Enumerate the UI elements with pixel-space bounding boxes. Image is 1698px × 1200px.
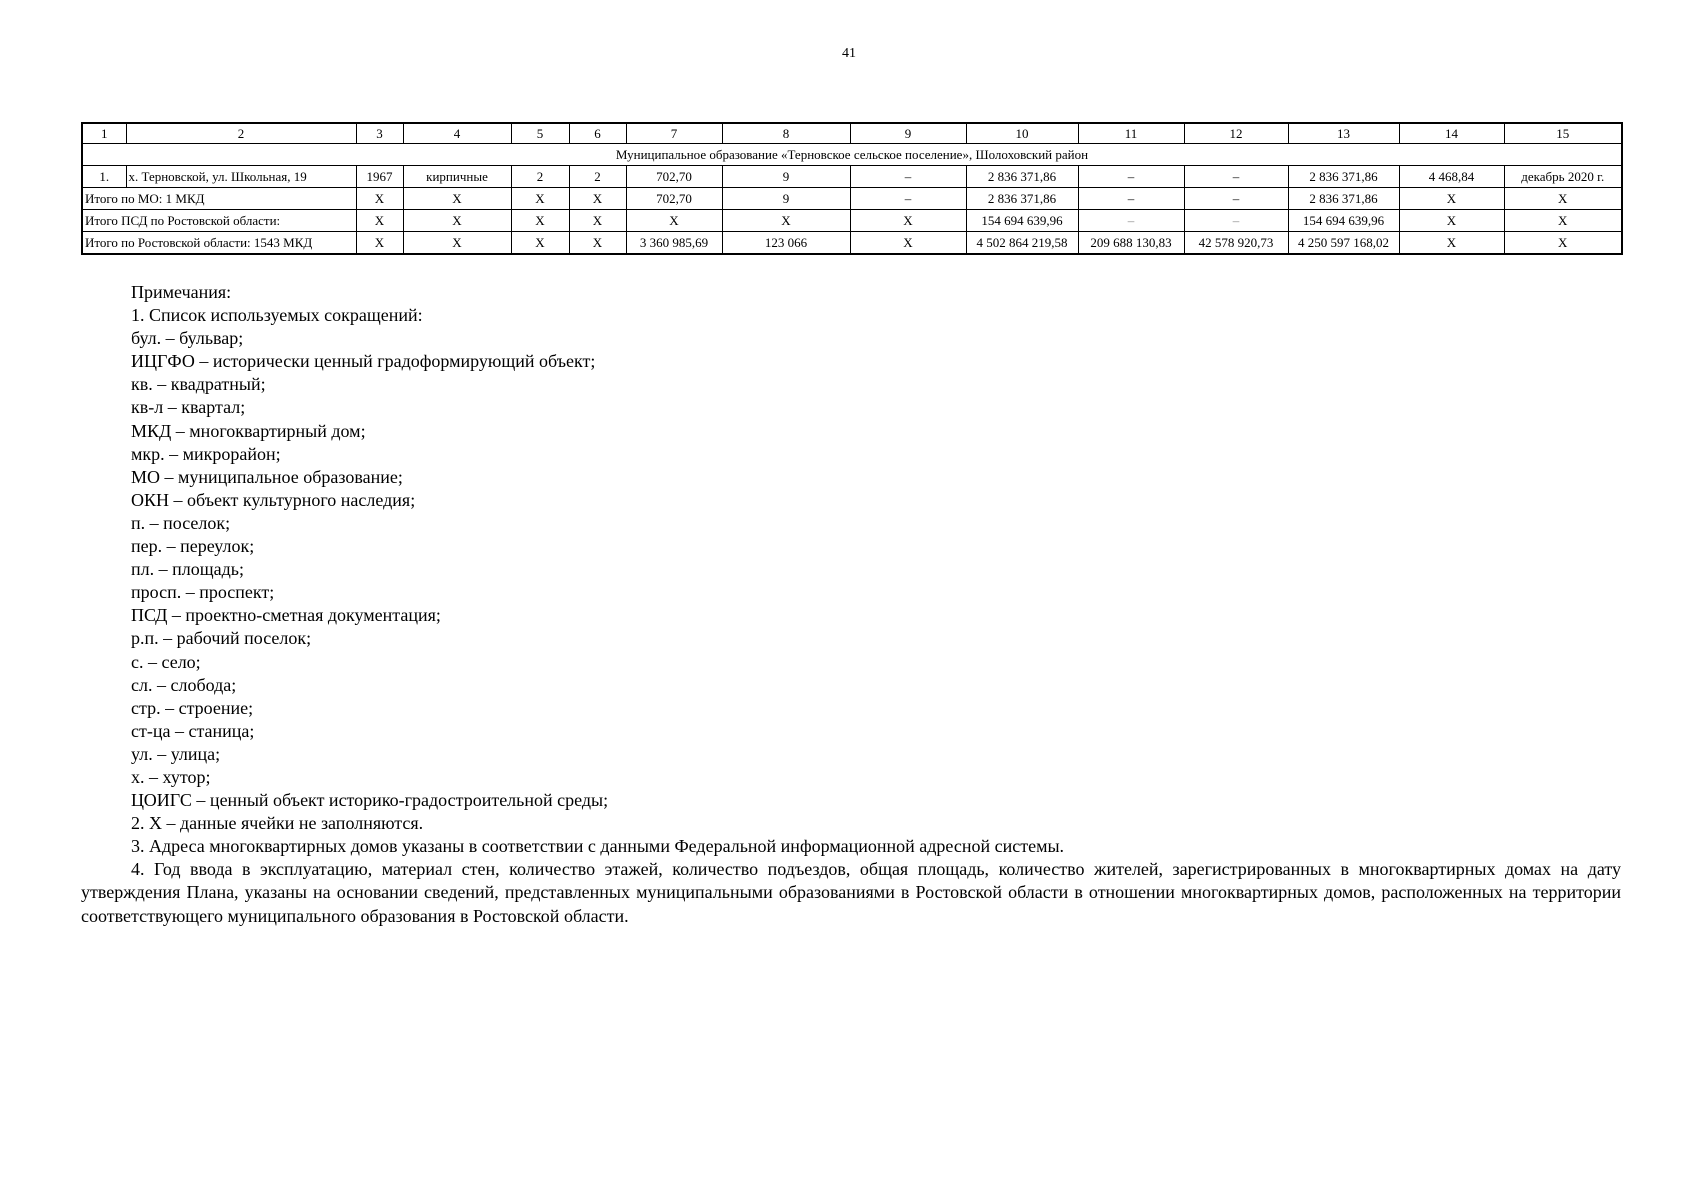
abbreviation-item: р.п. – рабочий поселок; <box>131 628 312 649</box>
page-number: 41 <box>842 46 856 61</box>
notes-item-3: 3. Адреса многоквартирных домов указаны в соответствии с данными Федеральной информационной адресной системы. <box>131 836 1065 857</box>
total-label: Итого по МО: 1 МКД <box>82 188 356 210</box>
abbreviation-item: ст-ца – станица; <box>131 720 255 741</box>
table-cell: X <box>626 210 722 232</box>
header-cell: 3 <box>356 123 403 144</box>
table-cell: X <box>569 210 626 232</box>
header-cell: 10 <box>966 123 1078 144</box>
notes-title: Примечания: <box>131 282 232 302</box>
table-cell: 123 066 <box>722 232 850 255</box>
table-cell: – <box>1078 166 1184 188</box>
table-cell: X <box>403 210 511 232</box>
table-cell: X <box>1399 210 1504 232</box>
table-cell: X <box>511 232 569 255</box>
header-cell: 4 <box>403 123 511 144</box>
table-cell: – <box>850 188 966 210</box>
abbreviation-item: кв. – квадратный; <box>131 374 266 395</box>
table-cell: 154 694 639,96 <box>966 210 1078 232</box>
header-cell: 5 <box>511 123 569 144</box>
table-cell: декабрь 2020 г. <box>1504 166 1622 188</box>
table-cell: X <box>356 232 403 255</box>
notes-item-1: 1. Список используемых сокращений: <box>131 305 423 326</box>
abbreviation-item: бул. – бульвар; <box>131 328 244 349</box>
table-cell: X <box>1504 188 1622 210</box>
abbreviation-item: МКД – многоквартирный дом; <box>131 420 366 441</box>
total-row-psd <box>82 210 1622 232</box>
abbreviation-item: пер. – переулок; <box>131 536 255 557</box>
abbreviation-item: ЦОИГС – ценный объект историко-градостроительной среды; <box>131 790 609 811</box>
section-title: Муниципальное образование «Терновское сельское поселение», Шолоховский район <box>82 144 1622 166</box>
table-cell: X <box>850 232 966 255</box>
housing-table <box>81 122 1623 255</box>
abbreviation-item: мкр. – микрорайон; <box>131 443 281 464</box>
table-cell: – <box>850 166 966 188</box>
table-cell: X <box>1399 188 1504 210</box>
table-cell: 209 688 130,83 <box>1078 232 1184 255</box>
header-cell: 15 <box>1504 123 1622 144</box>
table-cell: 702,70 <box>626 188 722 210</box>
table-cell: кирпичные <box>403 166 511 188</box>
address-cell: х. Терновской, ул. Школьная, 19 <box>126 166 356 188</box>
table-cell: 2 836 371,86 <box>1288 166 1399 188</box>
table-cell: 2 <box>511 166 569 188</box>
header-cell: 1 <box>82 123 126 144</box>
header-cell: 9 <box>850 123 966 144</box>
table-cell: X <box>569 188 626 210</box>
header-cell: 14 <box>1399 123 1504 144</box>
notes-item-2: 2. X – данные ячейки не заполняются. <box>131 813 424 834</box>
table-cell: – <box>1184 188 1288 210</box>
table-header-row <box>82 123 1622 144</box>
notes-section <box>81 281 1621 928</box>
abbreviation-item: стр. – строение; <box>131 697 254 718</box>
table-cell: 42 578 920,73 <box>1184 232 1288 255</box>
table-cell: – <box>1184 210 1288 232</box>
table-cell: 1967 <box>356 166 403 188</box>
table-cell: 4 250 597 168,02 <box>1288 232 1399 255</box>
table-cell: 2 836 371,86 <box>1288 188 1399 210</box>
table-cell: 2 836 371,86 <box>966 166 1078 188</box>
table-cell: X <box>403 232 511 255</box>
table-cell: – <box>1184 166 1288 188</box>
table-row <box>82 166 1622 188</box>
table-cell: X <box>1399 232 1504 255</box>
total-row-region <box>82 232 1622 255</box>
table-cell: – <box>1078 210 1184 232</box>
table-cell: X <box>1504 210 1622 232</box>
abbreviation-item: сл. – слобода; <box>131 674 237 695</box>
abbreviation-item: п. – поселок; <box>131 512 231 533</box>
abbreviation-item: пл. – площадь; <box>131 559 244 580</box>
abbreviation-item: кв-л – квартал; <box>131 397 246 418</box>
header-cell: 13 <box>1288 123 1399 144</box>
abbreviation-item: МО – муниципальное образование; <box>131 466 403 487</box>
header-cell: 12 <box>1184 123 1288 144</box>
table-cell: X <box>1504 232 1622 255</box>
table-cell: 9 <box>722 188 850 210</box>
abbreviation-item: ИЦГФО – исторически ценный градоформирующий объект; <box>131 351 596 372</box>
table-cell: X <box>850 210 966 232</box>
table-cell: X <box>722 210 850 232</box>
table-cell: 4 468,84 <box>1399 166 1504 188</box>
table-cell: X <box>356 210 403 232</box>
table-cell: 3 360 985,69 <box>626 232 722 255</box>
header-cell: 11 <box>1078 123 1184 144</box>
abbreviation-item: с. – село; <box>131 651 201 672</box>
header-cell: 6 <box>569 123 626 144</box>
total-row-mo <box>82 188 1622 210</box>
abbreviation-item: ПСД – проектно-сметная документация; <box>131 605 441 626</box>
table-cell: 702,70 <box>626 166 722 188</box>
row-number: 1. <box>82 166 126 188</box>
table-cell: – <box>1078 188 1184 210</box>
table-cell: 4 502 864 219,58 <box>966 232 1078 255</box>
table-cell: X <box>356 188 403 210</box>
header-cell: 2 <box>126 123 356 144</box>
table-cell: 2 836 371,86 <box>966 188 1078 210</box>
notes-item-4: 4. Год ввода в эксплуатацию, материал стен, количество этажей, количество подъездов, общая площадь, количество жителей, зарегистрированных в многоквартирных домах на дату утверждения Плана, указаны на основании сведений, представленных муниципальными образованиями в Ростовской области в отношении многоквартирных домов, расположенных на территории соответствующего муниципального образования в Ростовской области. <box>81 859 1621 926</box>
table-cell: 154 694 639,96 <box>1288 210 1399 232</box>
total-label: Итого ПСД по Ростовской области: <box>82 210 356 232</box>
table-cell: 2 <box>569 166 626 188</box>
table-cell: X <box>569 232 626 255</box>
table-cell: X <box>511 188 569 210</box>
abbreviation-item: ОКН – объект культурного наследия; <box>131 489 416 510</box>
header-cell: 8 <box>722 123 850 144</box>
abbreviation-item: ул. – улица; <box>131 743 221 764</box>
header-cell: 7 <box>626 123 722 144</box>
abbreviation-item: х. – хутор; <box>131 766 211 787</box>
abbreviation-item: просп. – проспект; <box>131 582 275 603</box>
table-cell: X <box>511 210 569 232</box>
table-cell: 9 <box>722 166 850 188</box>
table-cell: X <box>403 188 511 210</box>
total-label: Итого по Ростовской области: 1543 МКД <box>82 232 356 255</box>
section-title-row <box>82 144 1622 166</box>
